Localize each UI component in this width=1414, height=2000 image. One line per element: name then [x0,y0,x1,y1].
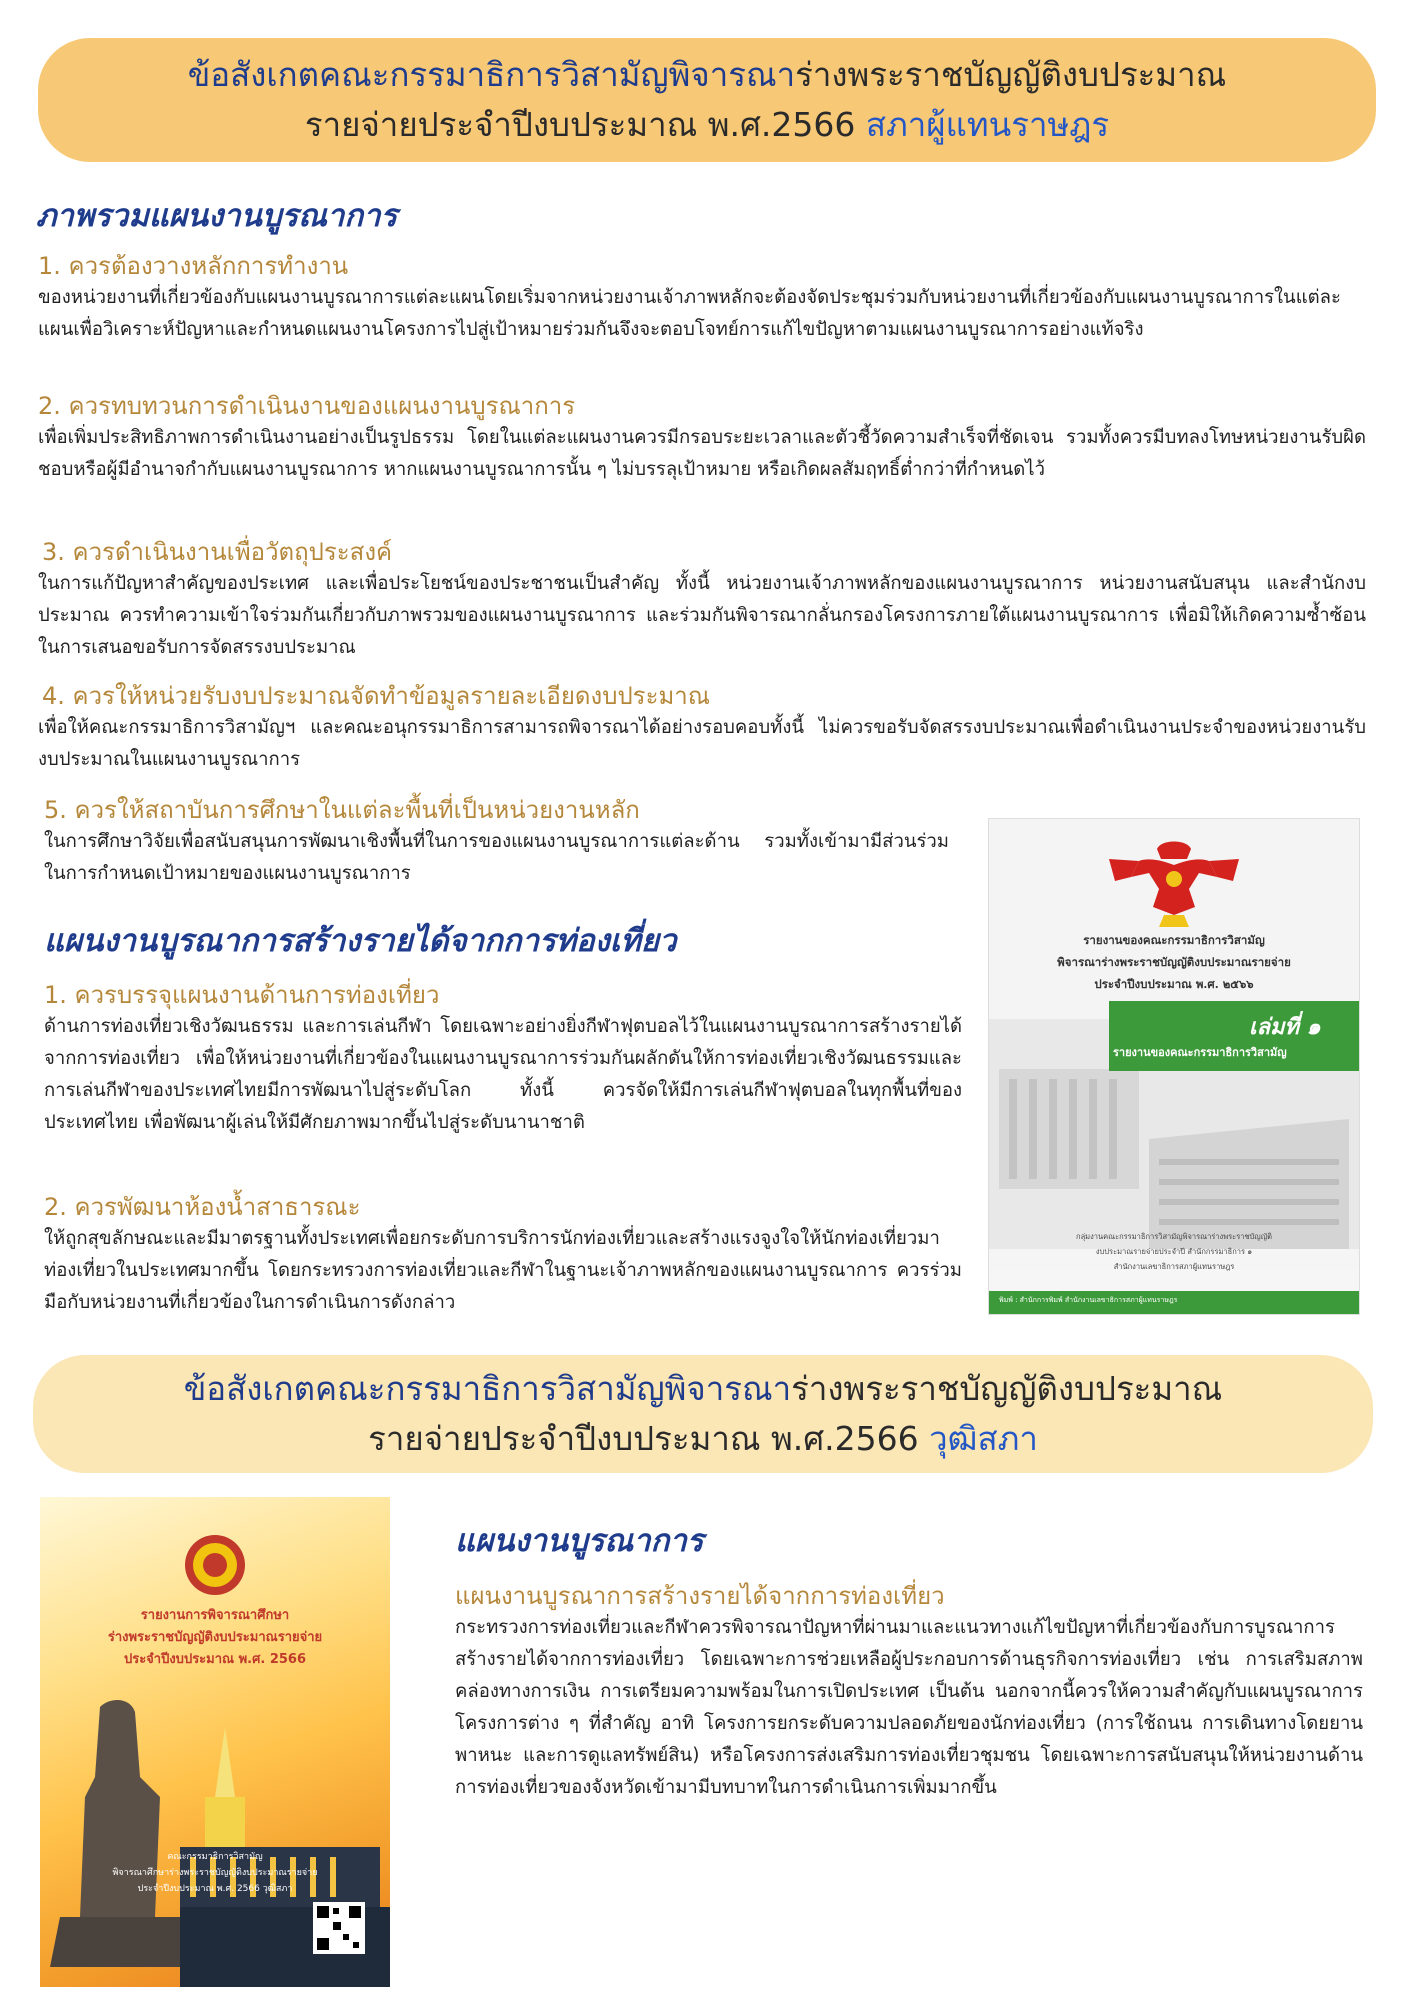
overview-item-4-text: เพื่อให้คณะกรรมาธิการวิสามัญฯ และคณะอนุกรรมาธิการสามารถพิจารณาได้อย่างรอบคอบทั้งนี้ ไม่ควรขอรับจัดสรรงบประมาณเพื่อดำเนินงานประจำของหน่วยงานรับงบประมาณในแผนงานบูรณาการ [38,717,1366,770]
overview-item-3-heading: 3. ควรดำเนินงานเพื่อวัตถุประสงค์ [42,538,393,566]
section-title-overview: ภาพรวมแผนงานบูรณาการ [36,198,398,234]
overview-item-1-text: ของหน่วยงานที่เกี่ยวข้องกับแผนงานบูรณาการแต่ละแผนโดยเริ่มจากหน่วยงานเจ้าภาพหลักจะต้องจัดประชุมร่วมกับหน่วยงานที่เกี่ยวข้องกับแผนงานบูรณาการในแต่ละแผนเพื่อวิเคราะห์ปัญหาและกำหนดแผนงานโครงการไปสู่เป้าหมายร่วมกันจึงจะตอบโจทย์การแก้ไขปัญหาตามแผนงานบูรณาการอย่างแท้จริง [38,287,1341,340]
tourism-item-1-heading: 1. ควรบรรจุแผนงานด้านการท่องเที่ยว [44,981,440,1009]
tourism-item-2-text: ให้ถูกสุขลักษณะและมีมาตรฐานทั้งประเทศเพื่อยกระดับการบริการนักท่องเที่ยวและสร้างแรงจูงใจให้นักท่องเที่ยวมาท่องเที่ยวในประเทศมากขึ้น โดยกระทรวงการท่องเที่ยวและกีฬาในฐานะเจ้าภาพหลักของแผนงานบูรณาการ ควรร่วมมือกับหน่วยงานที่เกี่ยวข้องในการดำเนินการดังกล่าว [44,1228,962,1313]
house-report-cover-footer: กลุ่มงานคณะกรรมาธิการวิสามัญพิจารณาร่างพระราชบัญญัติ งบประมาณรายจ่ายประจำปี สำนักกรรมาธิการ ๑ สำนักงานเลขาธิการสภาผู้แทนราษฎร [1076,1232,1272,1271]
qr-code [313,1902,365,1954]
overview-item-5-heading: 5. ควรให้สถาบันการศึกษาในแต่ละพื้นที่เป็นหน่วยงานหลัก [44,796,640,824]
overview-item-3-text: ในการแก้ปัญหาสำคัญของประเทศ และเพื่อประโยชน์ของประชาชนเป็นสำคัญ ทั้งนี้ หน่วยงานเจ้าภาพหลักของแผนงานบูรณาการ หน่วยงานสนับสนุน และสำนักงบประมาณ ควรทำความเข้าใจร่วมกันเกี่ยวกับภาพรวมของแผนงานบูรณาการ และร่วมกันพิจารณากลั่นกรองโครงการภายใต้แผนงานบูรณาการ เพื่อมิให้เกิดความซ้ำซ้อนในการเสนอขอรับการจัดสรรงบประมาณ [38,573,1366,658]
senate-report-cover [40,1497,390,1987]
house-report-cover [988,818,1360,1315]
section-title-tourism: แผนงานบูรณาการสร้างรายได้จากการท่องเที่ยว [44,923,677,959]
bottom-banner-line1: ข้อสังเกตคณะกรรมาธิการวิสามัญพิจารณาร่างพระราชบัญญัติงบประมาณ [183,1369,1223,1408]
senate-section-subtitle: แผนงานบูรณาการสร้างรายได้จากการท่องเที่ยว [455,1582,945,1610]
senate-report-cover-footer: คณะกรรมาธิการวิสามัญ พิจารณาศึกษาร่างพระราชบัญญัติงบประมาณรายจ่าย ประจำปีงบประมาณ พ.ศ. 2566 วุฒิสภา [112,1852,318,1894]
overview-item-1-heading: 1. ควรต้องวางหลักการทำงาน [38,252,349,280]
volume-subtitle: รายงานของคณะกรรมาธิการวิสามัญ [1113,1046,1287,1059]
house-report-cover-printer: พิมพ์ : สำนักการพิมพ์ สำนักงานเลขาธิการสภาผู้แทนราษฎร [999,1296,1178,1304]
overview-item-4-heading: 4. ควรให้หน่วยรับงบประมาณจัดทำข้อมูลรายละเอียดงบประมาณ [42,682,711,710]
top-banner-line1: ข้อสังเกตคณะกรรมาธิการวิสามัญพิจารณาร่างพระราชบัญญัติงบประมาณ [187,55,1227,94]
overview-item-2-text: เพื่อเพิ่มประสิทธิภาพการดำเนินงานอย่างเป็นรูปธรรม โดยในแต่ละแผนงานควรมีกรอบระยะเวลาและตัวชี้วัดความสำเร็จที่ชัดเจน รวมทั้งควรมีบทลงโทษหน่วยงานรับผิดชอบหรือผู้มีอำนาจกำกับแผนงานบูรณาการ หากแผนงานบูรณาการนั้น ๆ ไม่บรรลุเป้าหมาย หรือเกิดผลสัมฤทธิ์ต่ำกว่าที่กำหนดไว้ [38,427,1366,480]
top-banner [38,38,1376,162]
top-banner-line2: รายจ่ายประจำปีงบประมาณ พ.ศ.2566 สภาผู้แทนราษฎร [304,105,1110,144]
bottom-banner [33,1355,1373,1473]
overview-item-5-text: ในการศึกษาวิจัยเพื่อสนับสนุนการพัฒนาเชิงพื้นที่ในการของแผนงานบูรณาการแต่ละด้าน รวมทั้งเข้ามามีส่วนร่วมในการกำหนดเป้าหมายของแผนงานบูรณาการ [44,831,949,884]
senate-section-title: แผนงานบูรณาการ [455,1523,704,1559]
tourism-item-2-heading: 2. ควรพัฒนาห้องน้ำสาธารณะ [44,1193,361,1221]
house-report-cover-title: รายงานของคณะกรรมาธิการวิสามัญ พิจารณาร่างพระราชบัญญัติงบประมาณรายจ่าย ประจำปีงบประมาณ พ.ศ. ๒๕๖๖ [1057,933,1291,991]
tourism-item-1-text: ด้านการท่องเที่ยวเชิงวัฒนธรรม และการเล่นกีฬา โดยเฉพาะอย่างยิ่งกีฬาฟุตบอลไว้ในแผนงานบูรณาการสร้างรายได้จากการท่องเที่ยว เพื่อให้หน่วยงานที่เกี่ยวข้องในแผนงานบูรณาการร่วมกันผลักดันให้การท่องเที่ยวเชิงวัฒนธรรมและการเล่นกีฬาของประเทศไทยมีการพัฒนาไปสู่ระดับโลก ทั้งนี้ ควรจัดให้มีการเล่นกีฬาฟุตบอลในทุกพื้นที่ของประเทศไทย เพื่อพัฒนาผู้เล่นให้มีศักยภาพมากขึ้นไปสู่ระดับนานาชาติ [44,1016,962,1133]
volume-number: เล่มที่ ๑ [1249,1015,1321,1040]
senate-report-cover-art [40,1497,390,1987]
senate-section-text: กระทรวงการท่องเที่ยวและกีฬาควรพิจารณาปัญหาที่ผ่านมาและแนวทางแก้ไขปัญหาที่เกี่ยวข้องกับการบูรณาการสร้างรายได้จากการท่องเที่ยว โดยเฉพาะการช่วยเหลือผู้ประกอบการด้านธุรกิจการท่องเที่ยว เช่น การเสริมสภาพคล่องทางการเงิน การเตรียมความพร้อมในการเปิดประเทศ เป็นต้น นอกจากนี้ควรให้ความสำคัญกับแผนบูรณาการโครงการต่าง ๆ ที่สำคัญ อาทิ โครงการยกระดับความปลอดภัยของนักท่องเที่ยว (การใช้ถนน การเดินทางโดยยานพาหนะ และการดูแลทรัพย์สิน) หรือโครงการส่งเสริมการท่องเที่ยวชุมชน โดยเฉพาะการสนับสนุนให้หน่วยงานด้านการท่องเที่ยวของจังหวัดเข้ามามีบทบาทในการดำเนินการเพิ่มมากขึ้น [455,1617,1363,1798]
senate-emblem [185,1535,245,1595]
bottom-banner-line2: รายจ่ายประจำปีงบประมาณ พ.ศ.2566 วุฒิสภา [368,1419,1038,1458]
senate-report-cover-title: รายงานการพิจารณาศึกษา ร่างพระราชบัญญัติงบประมาณรายจ่าย ประจำปีงบประมาณ พ.ศ. 2566 [107,1608,323,1667]
garuda-emblem [1109,842,1239,928]
overview-item-2-heading: 2. ควรทบทวนการดำเนินงานของแผนงานบูรณาการ [38,392,576,420]
